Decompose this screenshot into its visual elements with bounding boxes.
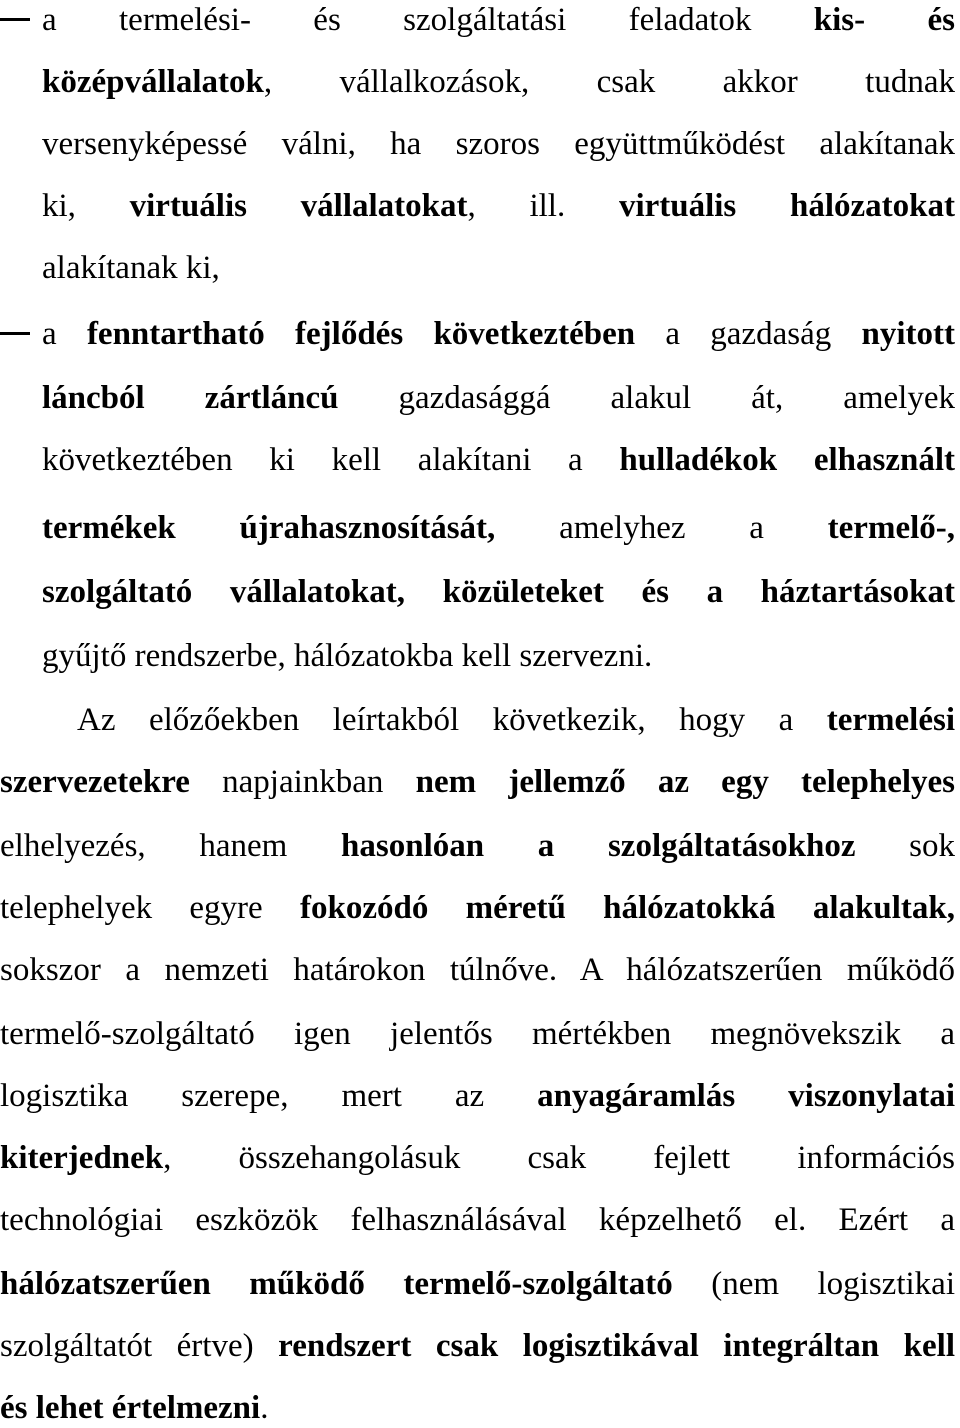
text-run: , ill. — [467, 188, 619, 224]
bold-text: hulladékok elhasznált — [619, 442, 955, 478]
text-run: napjainkban — [189, 764, 416, 800]
text-run: (nem logisztikai — [672, 1266, 955, 1302]
text-line — [0, 762, 955, 802]
text-line — [0, 826, 955, 866]
text-run: , összehangolásuk csak fejlett információs — [163, 1140, 955, 1176]
text-line — [0, 1200, 955, 1240]
text-line — [0, 950, 955, 990]
bold-text: nyitott — [861, 316, 955, 352]
text-line — [0, 888, 955, 928]
bold-text: termelő-, — [827, 510, 955, 546]
text-line — [42, 124, 955, 164]
text-line — [42, 0, 955, 40]
dash-bullet — [0, 332, 30, 335]
text-run: alakítanak ki, — [42, 250, 220, 286]
text-run: szolgáltatót értve) — [0, 1328, 279, 1364]
text-line — [0, 1138, 955, 1178]
text-line — [42, 62, 955, 102]
text-run: a gazdaság — [635, 316, 862, 352]
bold-text: hálózatszerűen működő termelő-szolgáltató — [0, 1266, 673, 1302]
text-run: . — [260, 1390, 269, 1426]
text-run: amelyhez a — [495, 510, 828, 546]
bold-text: hasonlóan a szolgáltatásokhoz — [341, 828, 856, 864]
text-run: gazdasággá alakul át, amelyek — [338, 380, 955, 416]
text-line — [42, 248, 955, 288]
bold-text: fokozódó méretű hálózatokká alakultak, — [300, 890, 955, 926]
text-line — [0, 1388, 955, 1428]
bold-text: virtuális vállalatokat — [129, 188, 468, 224]
text-line — [0, 1076, 955, 1116]
bold-text: fenntartható fejlődés következtében — [86, 316, 636, 352]
text-run: a — [42, 316, 87, 352]
text-run: versenyképessé válni, ha szoros együttműködést alakítanak — [42, 126, 955, 162]
text-run: technológiai eszközök felhasználásával képzelhető el. Ezért a — [0, 1202, 955, 1238]
bold-text: termékek újrahasznosítását, — [42, 510, 496, 546]
bold-text: anyagáramlás viszonylatai — [537, 1078, 955, 1114]
bold-text: és lehet értelmezni — [0, 1390, 261, 1426]
text-line — [0, 1014, 955, 1054]
bold-text: virtuális hálózatokat — [618, 188, 955, 224]
text-line — [42, 572, 955, 612]
text-run: elhelyezés, hanem — [0, 828, 342, 864]
text-run: termelő-szolgáltató igen jelentős mértékben megnövekszik a — [0, 1016, 955, 1052]
bold-text: láncból zártláncú — [42, 380, 339, 416]
text-run: Az előzőekben leírtakból következik, hogy a — [77, 702, 827, 738]
text-line — [42, 636, 955, 676]
text-line — [42, 186, 955, 226]
text-run: gyűjtő rendszerbe, hálózatokba kell szervezni. — [42, 638, 653, 674]
text-run: sok — [855, 828, 955, 864]
text-line — [0, 1326, 955, 1366]
bold-text: középvállalatok — [42, 64, 264, 100]
text-run: , vállalkozások, csak akkor tudnak — [263, 64, 955, 100]
bold-text: termelési — [826, 702, 955, 738]
text-run: telephelyek egyre — [0, 890, 301, 926]
bold-text: kiterjednek — [0, 1140, 164, 1176]
bold-text: szervezetekre — [0, 764, 190, 800]
text-line — [42, 378, 955, 418]
text-run: következtében ki kell alakítani a — [42, 442, 620, 478]
text-line — [42, 508, 955, 548]
dash-bullet — [0, 18, 30, 21]
text-line — [0, 700, 955, 740]
text-run: logisztika szerepe, mert az — [0, 1078, 538, 1114]
bold-text: kis- és — [813, 2, 955, 38]
text-run: sokszor a nemzeti határokon túlnőve. A hálózatszerűen működő — [0, 952, 955, 988]
text-line — [42, 314, 955, 354]
text-line — [42, 440, 955, 480]
text-line — [0, 1264, 955, 1304]
bold-text: nem jellemző az egy telephelyes — [415, 764, 955, 800]
bold-text: szolgáltató vállalatokat, közületeket és a háztartásokat — [42, 574, 955, 610]
bold-text: rendszert csak logisztikával integráltan kell — [278, 1328, 955, 1364]
text-run: a termelési- és szolgáltatási feladatok — [42, 2, 814, 38]
text-run: ki, — [42, 188, 130, 224]
